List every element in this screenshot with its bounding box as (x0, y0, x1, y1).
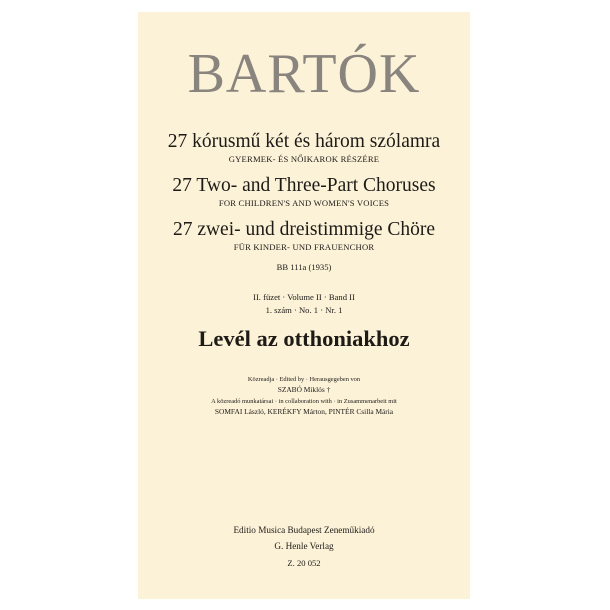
edited-by-label: Közreadja · Edited by · Herausgegeben von (247, 376, 361, 383)
number-label: 1. szám · No. 1 · Nr. 1 (265, 305, 343, 315)
publisher-secondary: G. Henle Verlag (274, 541, 334, 551)
catalog-number: Z. 20 052 (287, 558, 321, 568)
collaborator-names: SOMFAI László, KERÉKFY Márton, PINTÉR Csilla Mária (214, 407, 394, 416)
volume-label: II. füzet · Volume II · Band II (253, 292, 355, 302)
publisher-primary: Editio Musica Budapest Zeneműkiadó (233, 525, 375, 535)
title-german: 27 zwei- und dreistimmige Chöre (172, 219, 436, 240)
piece-title: Levél az otthoniakhoz (198, 326, 410, 351)
subtitle-german: FÜR KINDER- UND FRAUENCHOR (233, 242, 375, 252)
composer-name: BARTÓK (187, 43, 421, 105)
collaboration-label: A közreadó munkatársai · in collaboration with · in Zusammenarbeit mit (211, 398, 397, 405)
editor-name: SZABÓ Miklós † (277, 385, 331, 394)
subtitle-english: FOR CHILDREN'S AND WOMEN'S VOICES (218, 198, 390, 208)
subtitle-hungarian: GYERMEK- ÉS NŐIKAROK RÉSZÉRE (228, 154, 380, 164)
catalog-reference: BB 111a (1935) (276, 262, 332, 272)
title-hungarian: 27 kórusmű két és három szólamra (167, 131, 441, 152)
title-english: 27 Two- and Three-Part Choruses (172, 175, 436, 196)
score-cover (138, 12, 470, 599)
